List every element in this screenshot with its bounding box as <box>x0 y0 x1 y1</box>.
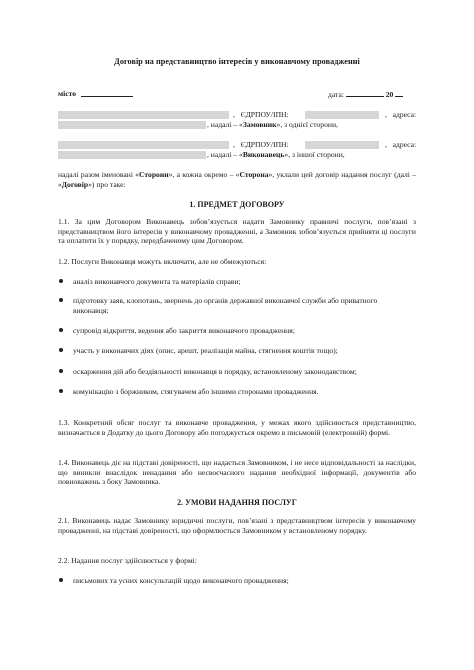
date-year: 20 <box>385 90 394 99</box>
clause-2-2: 2.2. Надання послуг здійснюється у формі: <box>58 556 197 565</box>
list-item: письмових та усних консультацій щодо виконавчого провадження; <box>73 576 393 586</box>
list-item: оскарження дій або бездіяльності виконавця в порядку, встановленому законодавством; <box>73 367 393 377</box>
party2-name-field[interactable] <box>58 141 229 149</box>
date-label: дата <box>328 90 342 99</box>
list-item: участь у виконавчих діях (опис, арешт, реалізація майна, стягнення коштів тощо); <box>73 346 393 356</box>
party1-address-field[interactable] <box>58 121 206 129</box>
party1-name-field[interactable] <box>58 111 229 119</box>
clause-1-2: 1.2. Послуги Виконавця можуть включати, але не обмежуються: <box>58 257 267 266</box>
party2-edrpou-label: , ЄДРПОУ/ІПН: <box>233 140 289 149</box>
list-item: аналіз виконавчого документа та матеріалів справи; <box>73 277 393 287</box>
party2-edrpou-field[interactable] <box>305 141 379 149</box>
date-row: дата: 20 <box>328 89 403 99</box>
intro-paragraph: надалі разом іменовані «Сторони», а кожна окремо – «Сторона», уклали цей договір надання послуг (далі – «Договір») про таке: <box>58 170 416 189</box>
party1-edrpou-field[interactable] <box>305 111 379 119</box>
party1-role-text: , надалі – «Замовник», з однієї сторони, <box>207 120 338 129</box>
party2-address-field[interactable] <box>58 151 206 159</box>
bullet-icon <box>59 298 63 302</box>
document-title: Договір на представництво інтересів у виконавчому провадженні <box>114 57 360 66</box>
party2-address-label: , адреса: <box>385 140 417 149</box>
clause-1-3: 1.3. Конкретний обсяг послуг та виконавче провадження, у межах якого здійснюється представництво, визначається в Додатку до цього Договору або погоджується окремо в письмовій (електронній) формі. <box>58 418 416 437</box>
bullet-icon <box>59 348 63 352</box>
bullet-icon <box>59 578 63 582</box>
list-item: комунікацію з боржником, стягувачем або іншими сторонами провадження. <box>73 387 393 397</box>
party2-role-text: , надалі – «Виконавець», з іншої сторони, <box>207 150 345 159</box>
bullet-icon <box>59 328 63 332</box>
bullet-icon <box>59 369 63 373</box>
section2-title: 2. УМОВИ НАДАННЯ ПОСЛУГ <box>177 498 297 507</box>
bullet-icon <box>59 279 63 283</box>
section1-title: 1. ПРЕДМЕТ ДОГОВОРУ <box>189 200 285 209</box>
city-field[interactable] <box>81 89 133 97</box>
clause-1-4: 1.4. Виконавець діє на підставі довіреності, що надається Замовником, і не несе відповідальності за наслідки, що виникли внаслідок ненадання або несвоєчасного надання необхідної інформації, документів або повноважень з боку Замовника. <box>58 458 416 487</box>
bullet-icon <box>59 389 63 393</box>
clause-1-1: 1.1. За цим Договором Виконавець зобов’язується надати Замовнику правничі послуги, пов’язані з представництвом його інтересів у виконавчому провадженні, а Замовник зобов’язується прийняти ці послуги та оплатити їх у порядку, передбаченому цим Договором. <box>58 217 416 246</box>
party1-edrpou-label: , ЄДРПОУ/ІПН: <box>233 110 289 119</box>
date-field[interactable] <box>346 89 384 97</box>
clause-2-1: 2.1. Виконавець надає Замовнику юридичні послуги, пов’язані з представництвом інтересів у виконавчому провадженні, на підставі довіреності, що оформлюється Замовником у встановленому порядку. <box>58 516 416 535</box>
list-item: підготовку заяв, клопотань, звернень до органів державної виконавчої служби або приватного виконавця; <box>73 296 393 315</box>
list-item: супровід відкриття, ведення або закриття виконавчого провадження; <box>73 326 393 336</box>
year-suffix-field[interactable] <box>395 89 403 97</box>
city-label: місто <box>58 89 77 98</box>
party1-address-label: , адреса: <box>385 110 417 119</box>
